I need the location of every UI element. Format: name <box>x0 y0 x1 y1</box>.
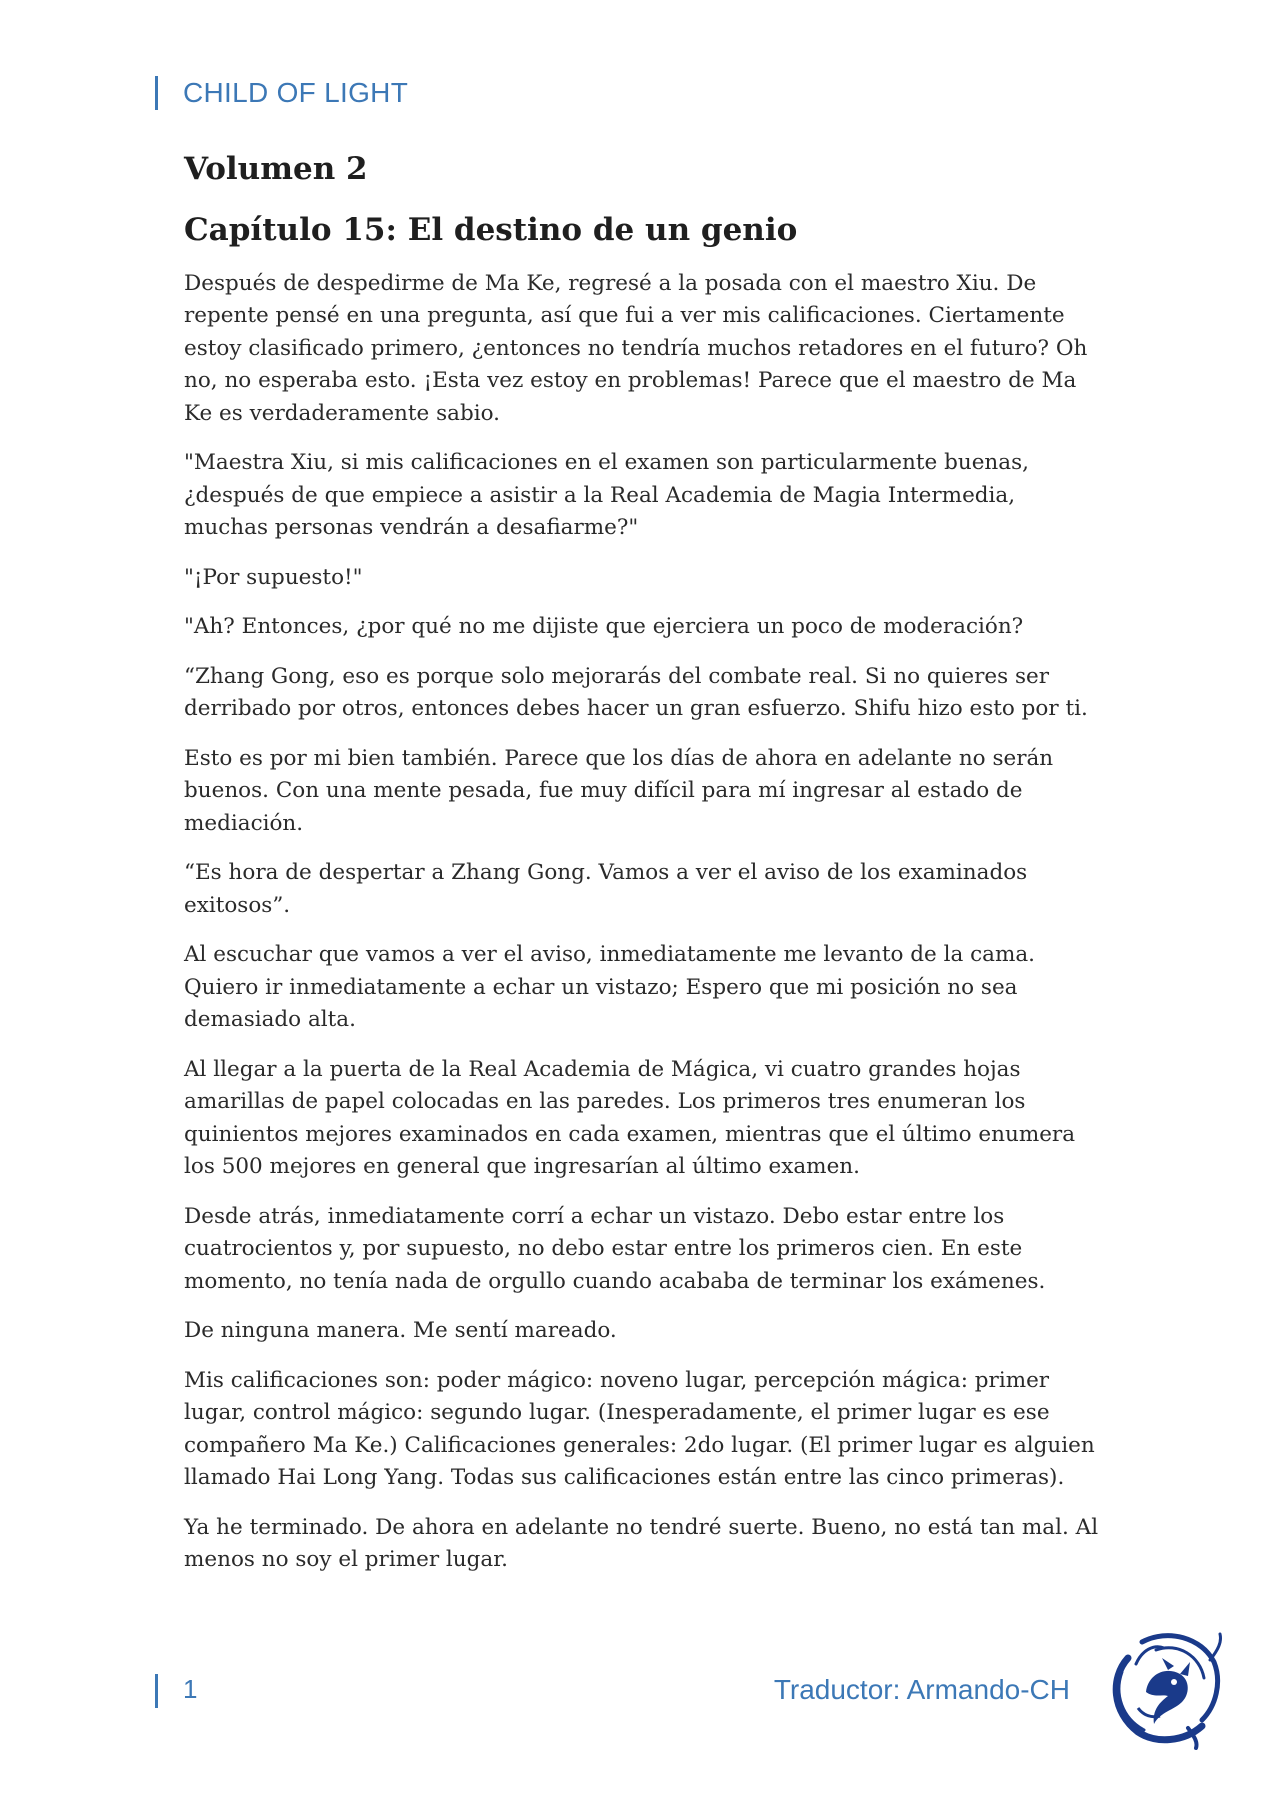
chapter-title: Capítulo 15: El destino de un genio <box>184 211 798 248</box>
paragraph: "¡Por supuesto!" <box>184 564 363 590</box>
header-title: CHILD OF LIGHT <box>183 77 409 108</box>
paragraph: “Es hora de despertar a Zhang Gong. Vamos a ver el aviso de los examinados exitosos”. <box>184 860 1028 918</box>
header-accent-bar <box>155 76 158 110</box>
translator-credit: Traductor: Armando-CH <box>773 1674 1070 1705</box>
paragraph: “Zhang Gong, eso es porque solo mejorarás del combate real. Si no quieres ser derribado por otros, entonces debes hacer un gran esfuerzo. Shifu hizo esto por ti. <box>184 663 1088 721</box>
paragraph: Al escuchar que vamos a ver el aviso, inmediatamente me levanto de la cama. Quiero ir inmediatamente a echar un vistazo; Espero que mi posición no sea demasiado alta. <box>184 942 1036 1032</box>
volume-title: Volumen 2 <box>184 151 368 187</box>
document-body <box>184 150 1104 1594</box>
dragon-emblem-icon <box>1098 1620 1228 1750</box>
paragraph: "Ah? Entonces, ¿por qué no me dijiste que ejerciera un poco de moderación? <box>184 614 1024 639</box>
paragraph: Desde atrás, inmediatamente corrí a echar un vistazo. Debo estar entre los cuatrocientos y, por supuesto, no debo estar entre los primeros cien. En este momento, no tenía nada de orgullo cuando acababa de terminar los exámenes. <box>184 1203 1046 1294</box>
page-footer <box>155 1672 1255 1712</box>
paragraph: Al llegar a la puerta de la Real Academia de Mágica, vi cuatro grandes hojas amarillas de papel colocadas en las paredes. Los primeros tres enumeran los quinientos mejores examinados en cada examen, mientras que el último enumera los 500 mejores en general que ingresarían al último examen. <box>184 1056 1076 1179</box>
paragraph: Después de despedirme de Ma Ke, regresé a la posada con el maestro Xiu. De repente pensé en una pregunta, así que fui a ver mis calificaciones. Ciertamente estoy clasificado primero, ¿entonces no tendría muchos retadores en el futuro? Oh no, no esperaba esto. ¡Esta vez estoy en problemas! Parece que el maestro de Ma Ke es verdaderamente sabio. <box>184 270 1088 426</box>
paragraph: Mis calificaciones son: poder mágico: noveno lugar, percepción mágica: primer lugar, control mágico: segundo lugar. (Inesperadamente, el primer lugar es ese compañero Ma Ke.) Calificaciones generales: 2do lugar. (El primer lugar es alguien llamado Hai Long Yang. Todas sus calificaciones están entre las cinco primeras). <box>184 1367 1095 1490</box>
footer-accent-bar <box>155 1674 158 1708</box>
page-number: 1 <box>183 1674 198 1704</box>
paragraph: Esto es por mi bien también. Parece que los días de ahora en adelante no serán buenos. Con una mente pesada, fue muy difícil para mí ingresar al estado de mediación. <box>184 745 1054 836</box>
paragraph: De ninguna manera. Me sentí mareado. <box>184 1318 617 1343</box>
paragraph: "Maestra Xiu, si mis calificaciones en el examen son particularmente buenas, ¿después de que empiece a asistir a la Real Academia de Magia Intermedia, muchas personas vendrán a desafiarme?" <box>184 450 1029 540</box>
page-header <box>155 76 408 110</box>
paragraph: Ya he terminado. De ahora en adelante no tendré suerte. Bueno, no está tan mal. Al menos no soy el primer lugar. <box>184 1514 1099 1572</box>
